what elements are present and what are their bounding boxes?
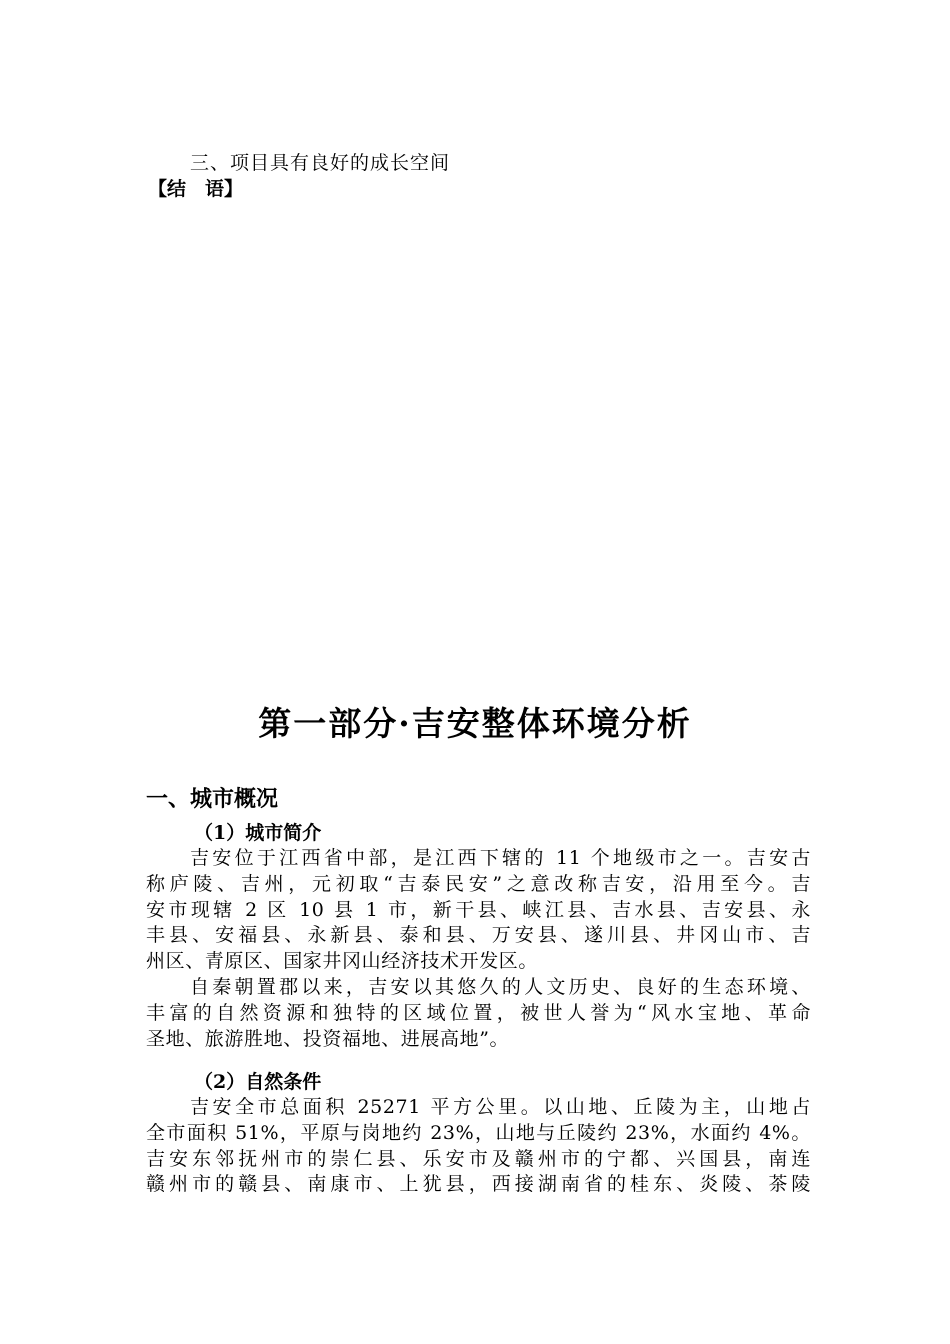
toc-heading-conclusion: 【结 语】 bbox=[148, 178, 244, 200]
toc-item-growth-space: 三、项目具有良好的成长空间 bbox=[190, 152, 451, 174]
subsection-heading-city-intro: （1）城市简介 bbox=[194, 822, 322, 844]
paragraph-line: 全市面积 51%，平原与岗地约 23%，山地与丘陵约 23%，水面约 4%。 bbox=[146, 1121, 811, 1144]
subsection-natural-conditions bbox=[146, 1069, 811, 1198]
paragraph-line: 称庐陵、吉州，元初取“吉泰民安”之意改称吉安，沿用至今。吉 bbox=[146, 872, 811, 895]
part-title: 第一部分·吉安整体环境分析 bbox=[258, 704, 692, 743]
section-heading-city-overview: 一、城市概况 bbox=[146, 786, 279, 812]
paragraph-line: 丰县、安福县、永新县、泰和县、万安县、遂川县、井冈山市、吉 bbox=[146, 924, 811, 947]
paragraph-line: 丰富的自然资源和独特的区域位置，被世人誉为“风水宝地、革命 bbox=[146, 1001, 811, 1024]
paragraph-line: 圣地、旅游胜地、投资福地、进展高地”。 bbox=[146, 1027, 510, 1050]
paragraph-line: 自秦朝置郡以来，吉安以其悠久的人文历史、良好的生态环境、 bbox=[190, 975, 811, 998]
paragraph-line: 吉安全市总面积 25271 平方公里。以山地、丘陵为主，山地占 bbox=[190, 1096, 811, 1118]
paragraph-line: 吉安位于江西省中部，是江西下辖的 11 个地级市之一。吉安古 bbox=[190, 847, 811, 869]
subsection-city-intro bbox=[146, 820, 811, 1052]
paragraph-line: 州区、青原区、国家井冈山经济技术开发区。 bbox=[146, 950, 539, 973]
paragraph-line: 吉安东邻抚州市的崇仁县、乐安市及赣州市的宁都、兴国县，南连 bbox=[146, 1147, 811, 1170]
subsection-heading-natural-conditions: （2）自然条件 bbox=[194, 1071, 322, 1093]
paragraph-line: 赣州市的赣县、南康市、上犹县，西接湖南省的桂东、炎陵、茶陵 bbox=[146, 1173, 811, 1196]
paragraph-line: 安市现辖 2 区 10 县 1 市，新干县、峡江县、吉水县、吉安县、永 bbox=[146, 898, 811, 921]
